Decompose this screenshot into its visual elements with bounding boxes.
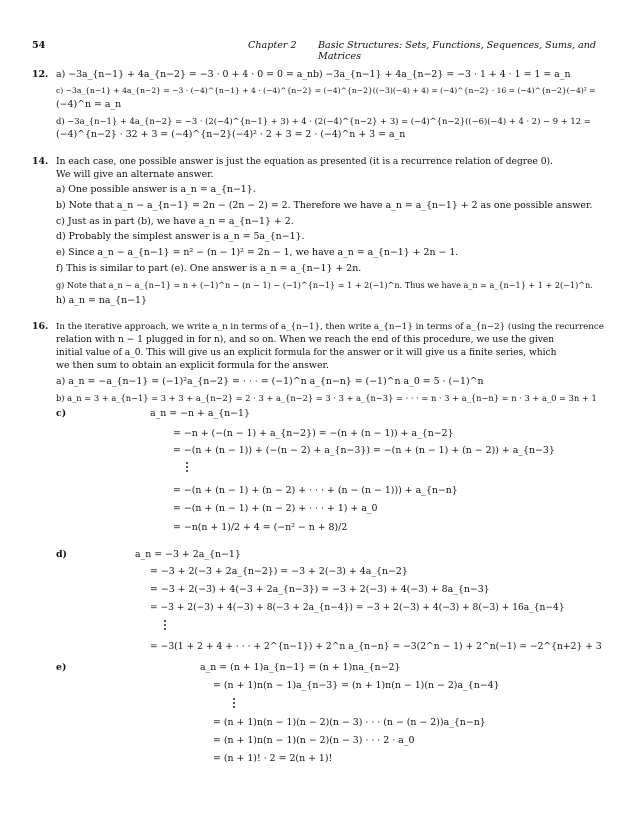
exercise-number: 14. — [32, 156, 49, 167]
ex16-part-d-label: d) — [56, 549, 67, 560]
ex16-intro-2: relation with n − 1 plugged in for n), and so on. When we reach the end of this procedure, we use the given — [56, 335, 555, 345]
ex16-intro-3: initial value of a_0. This will give us an explicit formula for the answer or it will give us a finite series, which — [56, 348, 557, 358]
ex14-part-a: a) One possible answer is a_n = a_{n−1}. — [56, 184, 256, 195]
ex12-part-c-line2: (−4)^n = a_n — [56, 99, 122, 110]
ex16-part-b: b) a_n = 3 + a_{n−1} = 3 + 3 + a_{n−2} = 2 · 3 + a_{n−2} = 3 · 3 + a_{n−3} = · · · = n · 3 + a_{n−n} = n · 3 + a_0 = 3n + 1 — [56, 393, 597, 403]
ex14-intro-2: We will give an alternate answer. — [56, 169, 214, 180]
exercise-number: 12. — [32, 69, 49, 80]
ex16-c-step-4: = −(n + (n − 1) + (n − 2) + · · · + (n − (n − 1))) + a_{n−n} — [173, 485, 458, 496]
ex12-part-b: b) −3a_{n−1} + 4a_{n−2} = −3 · 1 + 4 · 1 = 1 = a_n — [313, 69, 571, 80]
ex14-part-f: f) This is similar to part (e). One answer is a_n = a_{n−1} + 2n. — [56, 263, 362, 274]
ex16-c-step-3: = −(n + (n − 1)) + (−(n − 2) + a_{n−3}) = −(n + (n − 1) + (n − 2)) + a_{n−3} — [173, 445, 555, 456]
ex16-c-step-6: = −n(n + 1)/2 + 4 = (−n² − n + 8)/2 — [173, 522, 348, 533]
ex16-e-step-3: = (n + 1)n(n − 1)(n − 2)(n − 3) · · · (n − (n − 2))a_{n−n} — [213, 717, 486, 728]
ex16-d-step-1: a_n = −3 + 2a_{n−1} — [135, 549, 241, 560]
ex14-part-b: b) Note that a_n − a_{n−1} = 2n − (2n − 2) = 2. Therefore we have a_n = a_{n−1} + 2 as one possible answer. — [56, 200, 593, 211]
vertical-ellipsis — [164, 620, 168, 632]
ex14-part-d: d) Probably the simplest answer is a_n = 5a_{n−1}. — [56, 231, 305, 242]
ex16-e-step-5: = (n + 1)! · 2 = 2(n + 1)! — [213, 753, 333, 764]
ex12-part-a: a) −3a_{n−1} + 4a_{n−2} = −3 · 0 + 4 · 0 = 0 = a_n — [56, 69, 314, 80]
ex16-e-step-1: a_n = (n + 1)a_{n−1} = (n + 1)na_{n−2} — [200, 662, 401, 673]
ex16-d-step-5: = −3(1 + 2 + 4 + · · · + 2^{n−1}) + 2^n a_{n−n} = −3(2^n − 1) + 2^n(−1) = −2^{n+2} + 3 — [150, 641, 602, 652]
ex14-part-h: h) a_n = na_{n−1} — [56, 295, 147, 306]
ex14-part-e: e) Since a_n − a_{n−1} = n² − (n − 1)² = 2n − 1, we have a_n = a_{n−1} + 2n − 1. — [56, 247, 459, 258]
ex14-part-g: g) Note that a_n − a_{n−1} = n + (−1)^n − (n − 1) − (−1)^{n−1} = 1 + 2(−1)^n. Thus we have a_n = a_{n−1} + 1 + 2(−1)^n. — [56, 280, 593, 290]
ex16-c-step-2: = −n + (−(n − 1) + a_{n−2}) = −(n + (n − 1)) + a_{n−2} — [173, 428, 454, 439]
page-number: 54 — [32, 40, 46, 51]
exercise-number: 16. — [32, 321, 49, 332]
ex16-d-step-3: = −3 + 2(−3) + 4(−3 + 2a_{n−3}) = −3 + 2(−3) + 4(−3) + 8a_{n−3} — [150, 584, 490, 595]
ex16-e-step-2: = (n + 1)n(n − 1)a_{n−3} = (n + 1)n(n − 1)(n − 2)a_{n−4} — [213, 680, 500, 691]
ex16-part-e-label: e) — [56, 662, 67, 673]
running-header — [32, 40, 604, 62]
ex12-part-c-line1: c) −3a_{n−1} + 4a_{n−2} = −3 · (−4)^{n−1} + 4 · (−4)^{n−2} = (−4)^{n−2}((−3)(−4) + 4) = (−4)^{n−2} · 16 = (−4)^{n−2}(−4)² = — [56, 86, 596, 95]
ex16-e-step-4: = (n + 1)n(n − 1)(n − 2)(n − 3) · · · 2 · a_0 — [213, 735, 415, 746]
ex14-intro-1: In each case, one possible answer is just the equation as presented (it is a recurrence relation of degree 0). — [56, 157, 553, 167]
ex16-d-step-4: = −3 + 2(−3) + 4(−3) + 8(−3 + 2a_{n−4}) = −3 + 2(−3) + 4(−3) + 8(−3) + 16a_{n−4} — [150, 603, 565, 613]
ex16-intro-4: we then sum to obtain an explicit formula for the answer. — [56, 360, 329, 371]
chapter-subtitle: Basic Structures: Sets, Functions, Sequences, Sums, and Matrices — [318, 40, 597, 62]
chapter-label: Chapter 2 — [248, 40, 297, 51]
ex16-c-step-1: a_n = −n + a_{n−1} — [150, 408, 250, 419]
ex16-part-a: a) a_n = −a_{n−1} = (−1)²a_{n−2} = · · · = (−1)^n a_{n−n} = (−1)^n a_0 = 5 · (−1)^n — [56, 376, 484, 387]
ex14-part-c: c) Just as in part (b), we have a_n = a_{n−1} + 2. — [56, 216, 294, 227]
vertical-ellipsis — [233, 698, 237, 710]
ex12-part-d-line1: d) −3a_{n−1} + 4a_{n−2} = −3 · (2(−4)^{n−1} + 3) + 4 · (2(−4)^{n−2} + 3) = (−4)^{n−2}((−6)(−4) + 4 · 2) − 9 + 12 = — [56, 116, 591, 126]
ex16-intro-1: In the iterative approach, we write a_n in terms of a_{n−1}, then write a_{n−1} in terms of a_{n−2} (using the recurrence — [56, 322, 604, 332]
ex16-d-step-2: = −3 + 2(−3 + 2a_{n−2}) = −3 + 2(−3) + 4a_{n−2} — [150, 566, 408, 577]
ex12-part-d-line2: (−4)^{n−2} · 32 + 3 = (−4)^{n−2}(−4)² · 2 + 3 = 2 · (−4)^n + 3 = a_n — [56, 129, 406, 140]
vertical-ellipsis — [186, 462, 190, 474]
ex16-c-step-5: = −(n + (n − 1) + (n − 2) + · · · + 1) + a_0 — [173, 503, 378, 514]
ex16-part-c-label: c) — [56, 408, 67, 419]
